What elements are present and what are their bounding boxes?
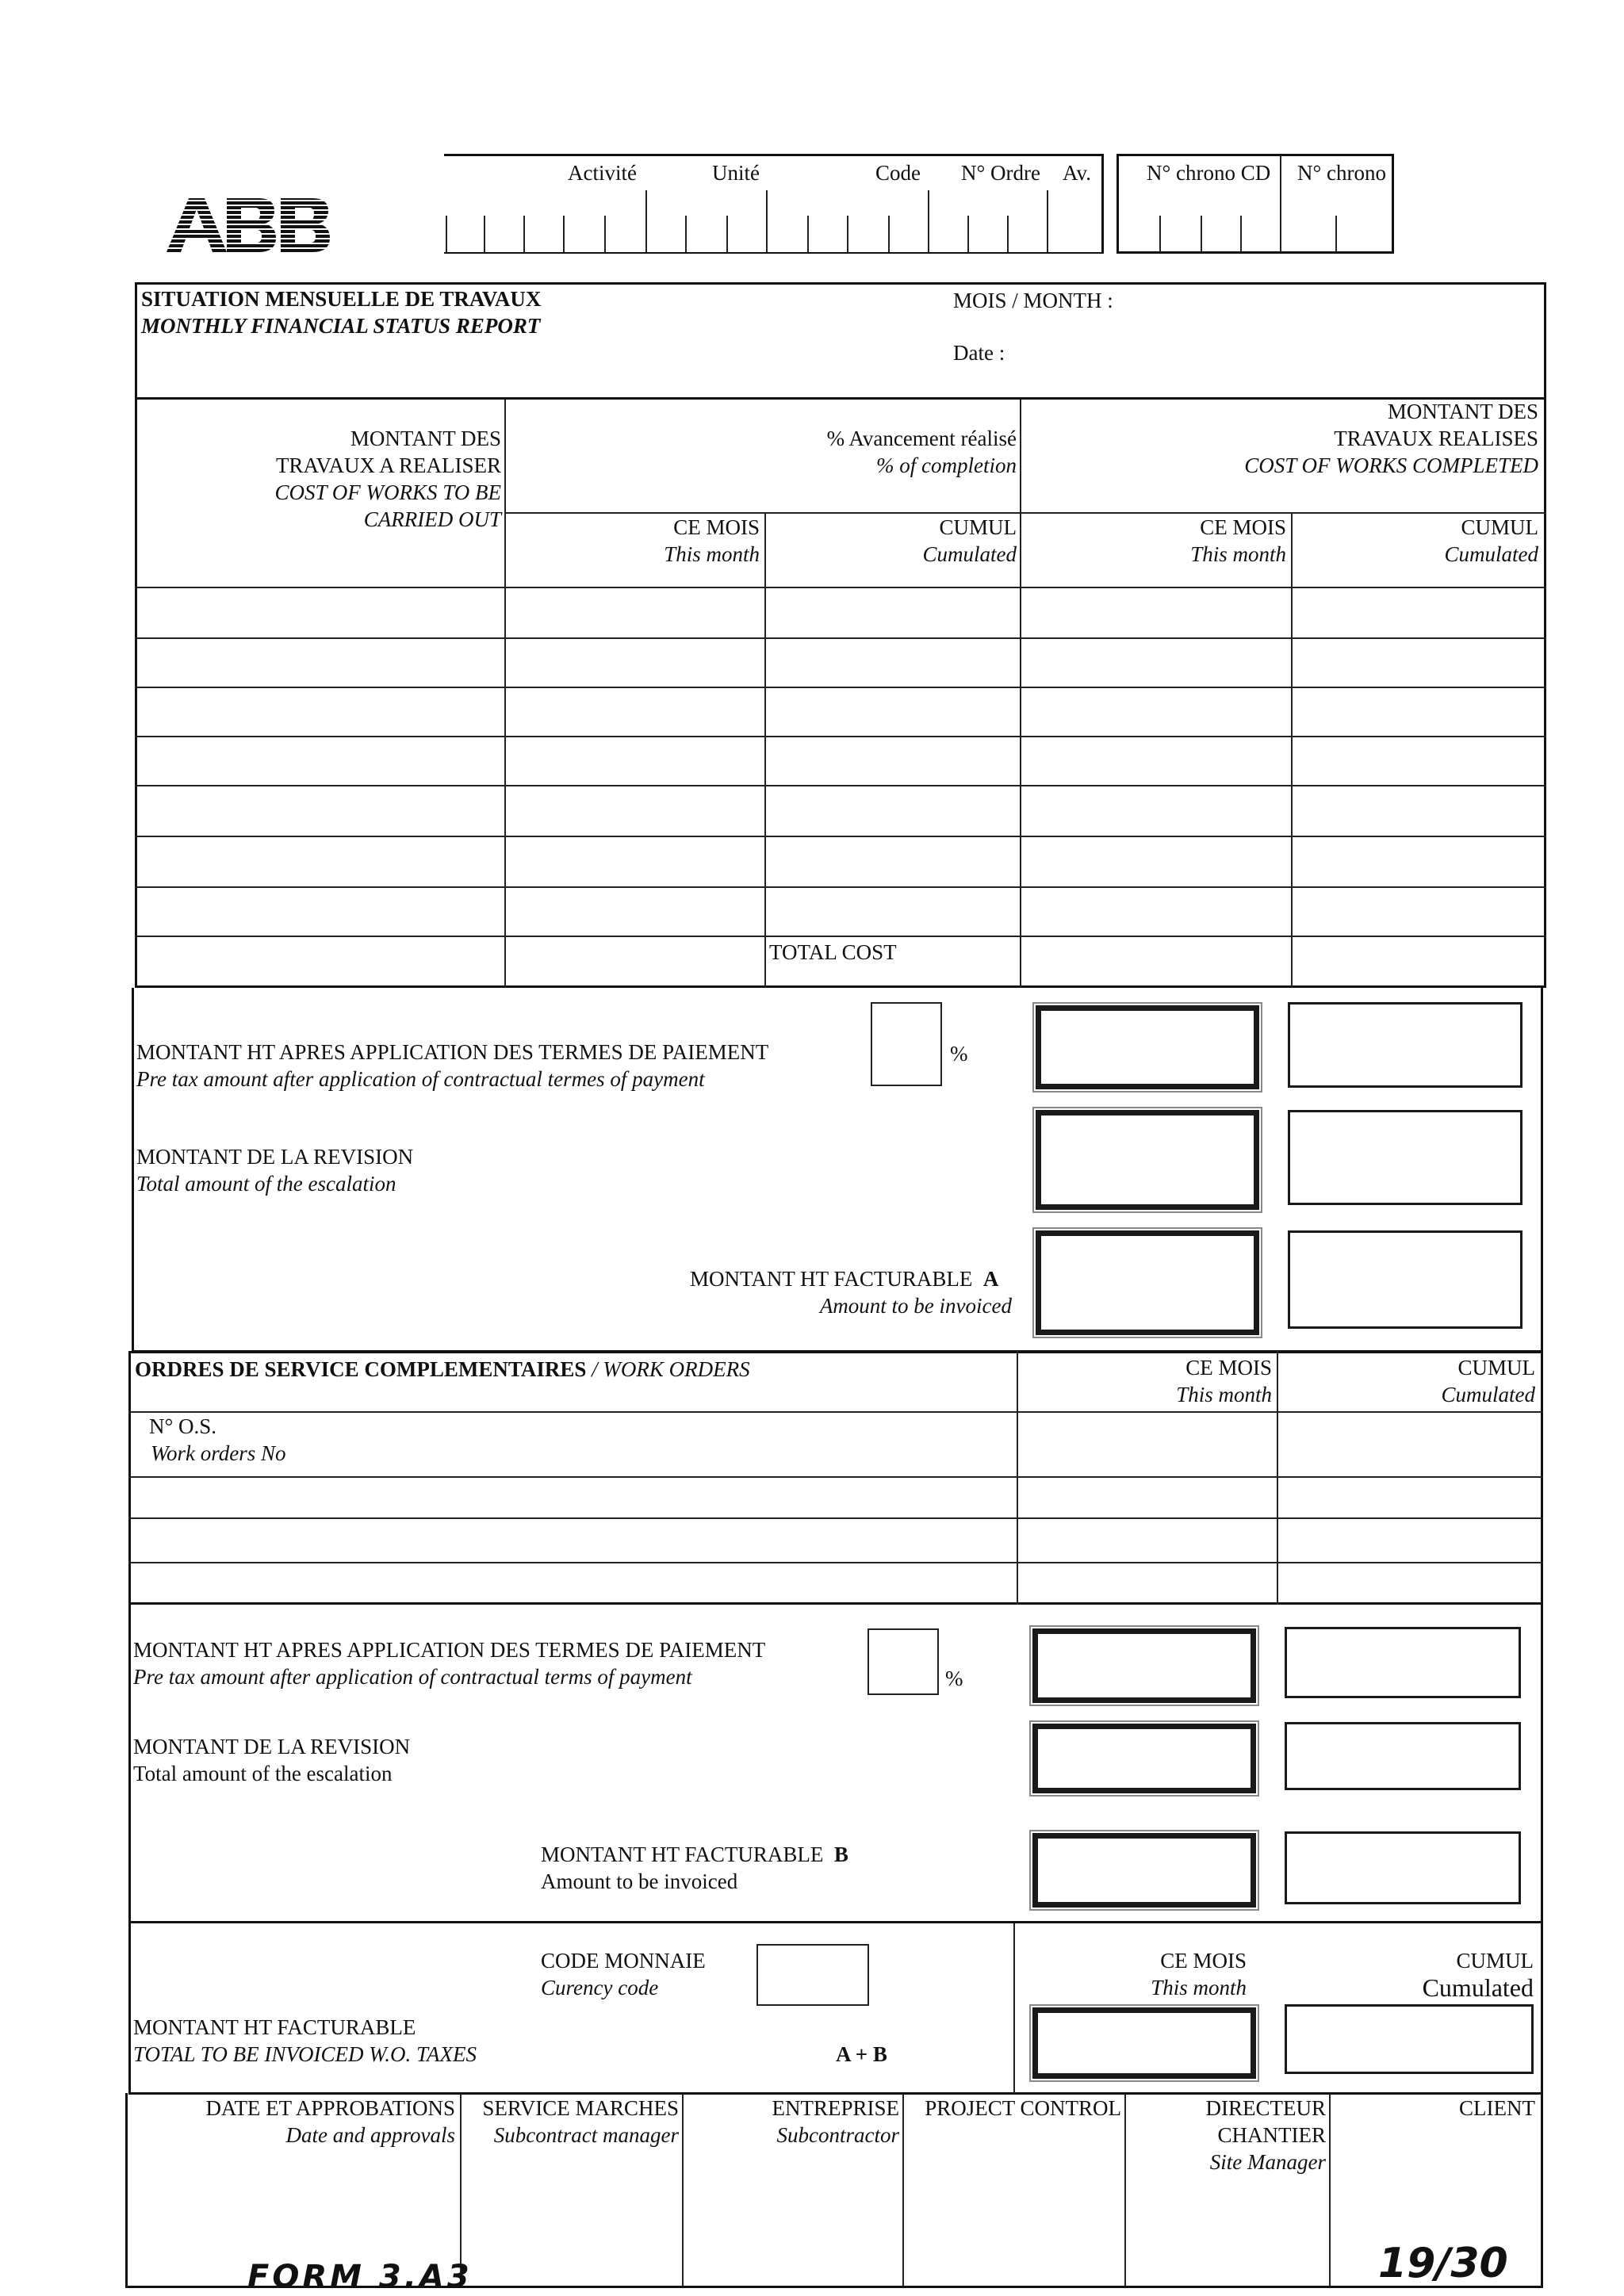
section-b-montant-ht-en: Pre tax amount after application of contractual terms of payment [133, 1665, 692, 1689]
section-a-cumul-box-3[interactable] [1288, 1230, 1522, 1329]
totals-this-month-fr: CE MOIS [1160, 1949, 1247, 1973]
header-activite-label: Activité [568, 161, 637, 185]
mois-month-label: MOIS / MONTH : [953, 289, 1113, 312]
subcol-this-month-2: CE MOIS This month [1190, 515, 1286, 566]
section-a-revision-en: Total amount of the escalation [136, 1172, 396, 1196]
totals-this-month-box[interactable] [1032, 2007, 1256, 2079]
date-label: Date : [953, 341, 1005, 365]
section-a-this-month-box-2[interactable] [1036, 1110, 1259, 1210]
title-fr: SITUATION MENSUELLE DE TRAVAUX [141, 287, 542, 311]
section-a-this-month-box-1[interactable] [1036, 1005, 1259, 1089]
section-a-montant-ht-fr: MONTANT HT APRES APPLICATION DES TERMES DE PAIEMENT [136, 1040, 769, 1064]
section-b-percent-box[interactable] [868, 1628, 939, 1695]
section-a-montant-ht-en: Pre tax amount after application of contractual termes of payment [136, 1067, 705, 1091]
totals-this-month-en: This month [1151, 1976, 1247, 1999]
subcol-this-month-1: CE MOIS This month [664, 515, 760, 566]
abb-logo [165, 197, 331, 254]
header-no-ordre-label: N° Ordre [961, 161, 1041, 185]
section-b-this-month-box-2[interactable] [1032, 1724, 1256, 1793]
header-code-underline [444, 252, 1104, 254]
col-completion: % Avancement réalisé % of completion [826, 427, 1017, 477]
col-cost-to-carry-out: MONTANT DES TRAVAUX A REALISER COST OF WORKS TO BE CARRIED OUT [274, 427, 501, 531]
header-unite-label: Unité [712, 161, 760, 185]
section-a-facturable-fr: MONTANT HT FACTURABLE A [690, 1267, 999, 1291]
approvals-date: DATE ET APPROBATIONS Date and approvals [205, 2096, 455, 2147]
section-b-revision-fr: MONTANT DE LA REVISION [133, 1735, 411, 1758]
section-a-cumul-box-2[interactable] [1288, 1110, 1522, 1205]
header-no-chrono-cd-label: N° chrono CD [1147, 161, 1271, 185]
approvals-directeur: DIRECTEUR CHANTIER Site Manager [1205, 2096, 1326, 2174]
work-orders-cumul: CUMUL Cumulated [1441, 1356, 1535, 1406]
code-monnaie-en: Curency code [541, 1976, 659, 1999]
header-no-chrono-label: N° chrono [1297, 161, 1387, 185]
work-orders-no-os-en: Work orders No [151, 1441, 286, 1465]
section-a-cumul-box-1[interactable] [1288, 1002, 1522, 1088]
subcol-cumul-2: CUMUL Cumulated [1444, 515, 1538, 566]
handwritten-form-number: FORM 3.A3 [247, 2259, 473, 2295]
title-en: MONTHLY FINANCIAL STATUS REPORT [141, 314, 541, 338]
section-a-percent-box[interactable] [871, 1002, 942, 1086]
section-b-revision-en: Total amount of the escalation [133, 1762, 393, 1785]
header-code-label: Code [875, 161, 921, 185]
section-a-percent-sign: % [950, 1042, 968, 1066]
work-orders-title: ORDRES DE SERVICE COMPLEMENTAIRES / WORK ORDERS [135, 1357, 750, 1381]
currency-code-box[interactable] [756, 1944, 869, 2006]
handwritten-page-number: 19/30 [1378, 2240, 1508, 2287]
approvals-project-control: PROJECT CONTROL [925, 2096, 1121, 2120]
approvals-client: CLIENT [1459, 2096, 1535, 2120]
col-cost-completed: MONTANT DES TRAVAUX REALISES COST OF WORKS COMPLETED [1244, 400, 1538, 477]
section-b-cumul-box-3[interactable] [1285, 1831, 1521, 1904]
totals-a-plus-b: A + B [836, 2042, 887, 2066]
section-b-this-month-box-3[interactable] [1032, 1833, 1256, 1908]
section-b-facturable-fr: MONTANT HT FACTURABLE B [541, 1843, 848, 1866]
section-b-percent-sign: % [945, 1667, 963, 1690]
section-a-facturable-en: Amount to be invoiced [819, 1294, 1012, 1318]
header-av-label: Av. [1063, 161, 1091, 185]
approvals-service: SERVICE MARCHES Subcontract manager [482, 2096, 679, 2147]
totals-cumul-box[interactable] [1285, 2004, 1534, 2074]
totals-montant-fr: MONTANT HT FACTURABLE [133, 2015, 416, 2039]
approvals-entreprise: ENTREPRISE Subcontractor [772, 2096, 899, 2147]
work-orders-this-month: CE MOIS This month [1176, 1356, 1272, 1406]
section-b-cumul-box-1[interactable] [1285, 1627, 1521, 1698]
section-b-montant-ht-fr: MONTANT HT APRES APPLICATION DES TERMES DE PAIEMENT [133, 1638, 766, 1662]
section-a-revision-fr: MONTANT DE LA REVISION [136, 1145, 414, 1169]
totals-cumul-fr: CUMUL [1456, 1949, 1534, 1973]
totals-montant-en: TOTAL TO BE INVOICED W.O. TAXES [133, 2042, 477, 2066]
section-b-facturable-en: Amount to be invoiced [541, 1869, 738, 1893]
section-b-cumul-box-2[interactable] [1285, 1722, 1521, 1790]
section-a-this-month-box-3[interactable] [1036, 1230, 1259, 1335]
totals-cumul-en: Cumulated [1422, 1973, 1534, 2002]
code-monnaie-fr: CODE MONNAIE [541, 1949, 706, 1973]
work-orders-no-os-fr: N° O.S. [149, 1414, 217, 1438]
subcol-cumul-1: CUMUL Cumulated [922, 515, 1017, 566]
total-cost-label: TOTAL COST [769, 940, 897, 964]
section-b-this-month-box-1[interactable] [1032, 1628, 1256, 1703]
